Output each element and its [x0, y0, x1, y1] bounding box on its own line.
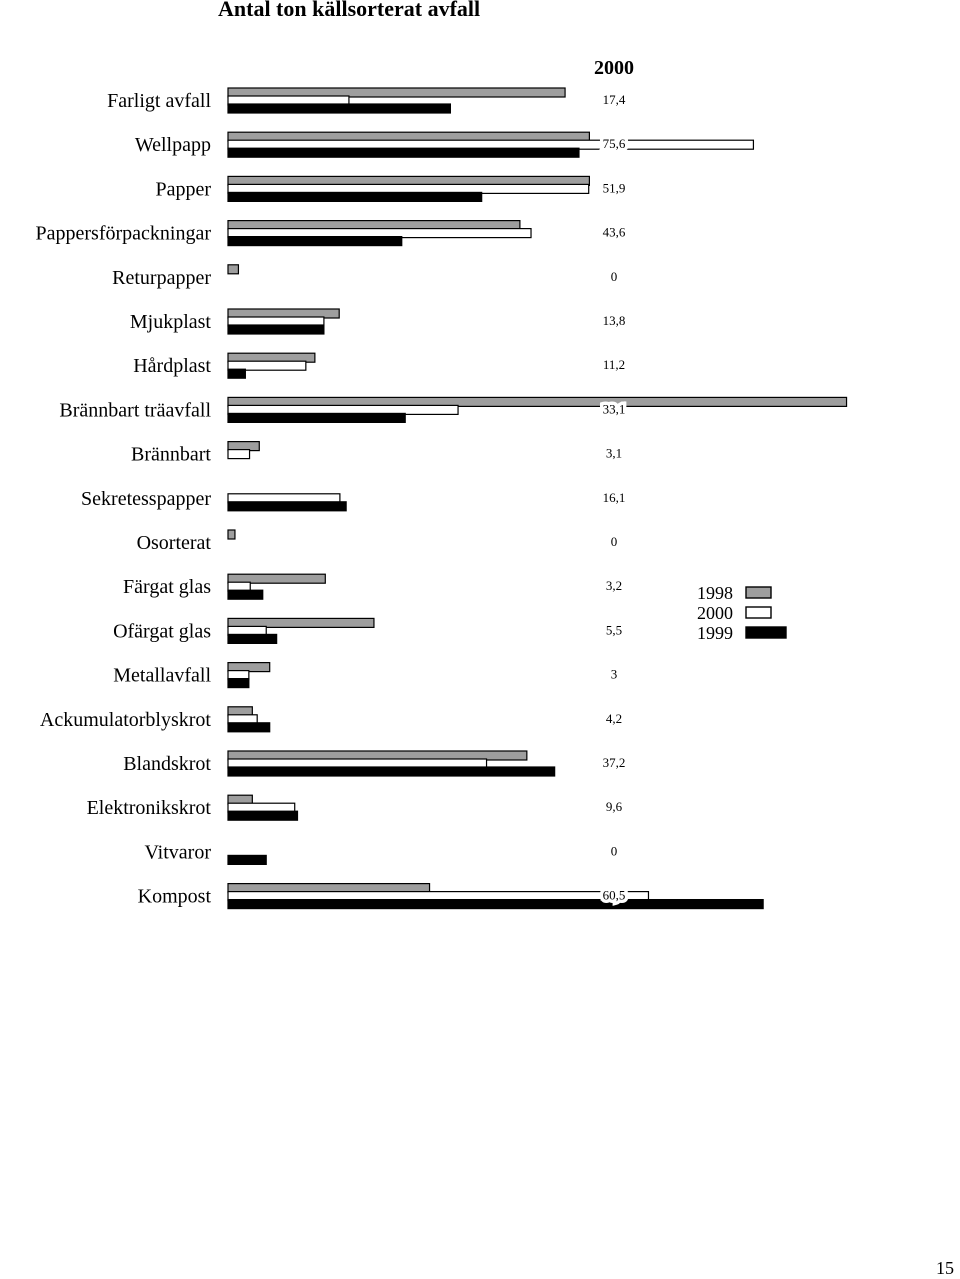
bar-1999-ofargat-glas [228, 634, 277, 643]
bar-2000-brannbart [228, 450, 250, 459]
legend [697, 583, 786, 643]
value-column-header: 2000 [594, 57, 634, 79]
bar-1999-farligt-avfall [228, 104, 450, 113]
bar-1999-mjukplast [228, 325, 324, 334]
category-label-brannbart: Brännbart [131, 443, 211, 466]
value-label-kompost: 60,5 [602, 887, 626, 903]
category-label-wellpapp: Wellpapp [134, 134, 211, 157]
value-label-pappersforpackningar: 43,6 [602, 224, 626, 240]
category-label-papper: Papper [155, 178, 211, 201]
value-label-brannbart: 3,1 [605, 445, 623, 461]
legend-swatch-2000 [746, 607, 771, 618]
bar-1999-hardplast [228, 369, 245, 378]
value-label-ofargat-glas: 5,5 [605, 622, 623, 638]
value-label-metallavfall: 3 [610, 666, 618, 682]
bar-1999-brannbart-traavfall [228, 413, 405, 422]
bar-1999-papper [228, 192, 482, 201]
bar-1998-osorterat [228, 530, 235, 539]
page-number: 15 [936, 1258, 954, 1278]
category-label-hardplast: Hårdplast [133, 355, 211, 378]
value-label-osorterat: 0 [610, 534, 618, 549]
category-label-elektronikskrot: Elektronikskrot [86, 797, 211, 820]
bar-1999-blandskrot [228, 767, 555, 776]
value-label-vitvaror: 0 [610, 843, 618, 859]
category-label-blandskrot: Blandskrot [123, 753, 211, 775]
category-label-osorterat: Osorterat [136, 532, 211, 554]
category-label-mjukplast: Mjukplast [129, 311, 211, 333]
bar-1998-returpapper [228, 265, 238, 274]
bar-1999-metallavfall [228, 679, 249, 688]
category-label-ackumulatorblyskrot: Ackumulatorblyskrot [39, 708, 211, 731]
value-label-brannbart-traavfall: 33,1 [602, 401, 626, 417]
bar-1999-vitvaror [228, 855, 266, 864]
value-label-elektronikskrot: 9,6 [605, 799, 623, 815]
category-label-sekretesspapper: Sekretesspapper [81, 487, 211, 510]
category-label-kompost: Kompost [137, 885, 211, 908]
legend-label-1998: 1998 [697, 583, 733, 603]
bar-1999-wellpapp [228, 148, 579, 157]
category-label-farligt-avfall: Farligt avfall [107, 90, 211, 112]
value-label-fargat-glas: 3,2 [605, 578, 623, 594]
bar-1999-sekretesspapper [228, 502, 346, 511]
legend-swatch-1998 [746, 587, 771, 598]
value-label-wellpapp: 75,6 [602, 136, 626, 152]
bar-1999-elektronikskrot [228, 811, 298, 820]
legend-label-1999: 1999 [697, 623, 733, 643]
category-label-vitvaror: Vitvaror [144, 841, 211, 864]
value-label-ackumulatorblyskrot: 4,2 [605, 710, 623, 726]
bar-1999-fargat-glas [228, 590, 263, 599]
page-title: Antal ton källsorterat avfall [218, 0, 481, 21]
value-label-blandskrot: 37,2 [602, 755, 626, 770]
category-label-fargat-glas: Färgat glas [123, 576, 211, 599]
bar-1999-pappersforpackningar [228, 237, 402, 246]
category-label-brannbart-traavfall: Brännbart träavfall [59, 399, 211, 422]
value-label-papper: 51,9 [602, 180, 626, 196]
category-label-metallavfall: Metallavfall [113, 664, 211, 687]
bars-layer [36, 88, 847, 909]
category-label-pappersforpackningar: Pappersförpackningar [35, 222, 211, 245]
value-label-sekretesspapper: 16,1 [602, 489, 626, 505]
category-label-ofargat-glas: Ofärgat glas [113, 620, 211, 643]
value-label-hardplast: 11,2 [602, 357, 626, 373]
value-label-farligt-avfall: 17,4 [602, 92, 626, 107]
bar-1999-kompost [228, 900, 763, 909]
category-label-returpapper: Returpapper [112, 266, 211, 289]
value-label-mjukplast: 13,8 [602, 313, 626, 328]
legend-label-2000: 2000 [697, 603, 733, 623]
bar-1999-ackumulatorblyskrot [228, 723, 270, 732]
legend-swatch-1999 [746, 627, 786, 638]
value-label-returpapper: 0 [610, 268, 618, 284]
